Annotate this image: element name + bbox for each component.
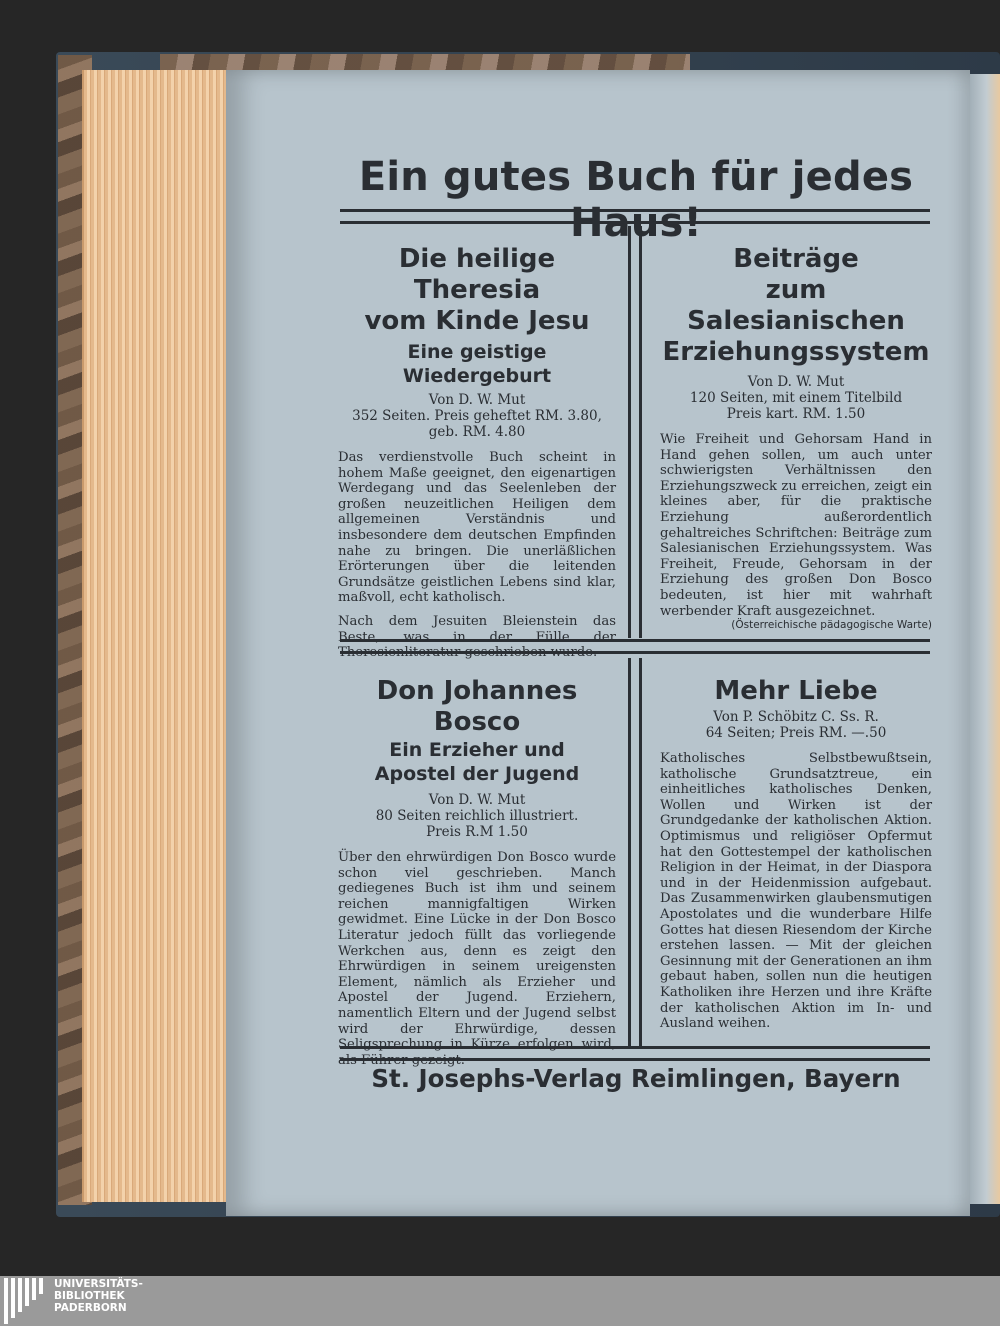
book-title-line: Erziehungssystem — [662, 337, 930, 367]
book-author: Von D. W. Mut — [428, 792, 526, 808]
book-subtitle-line: Apostel der Jugend — [374, 763, 580, 785]
facing-page-edge — [966, 74, 1000, 1204]
book-beitraege — [660, 244, 932, 631]
column-divider-bottom — [628, 658, 642, 1046]
book-mehr-liebe — [660, 676, 932, 1032]
library-footer — [0, 1276, 1000, 1326]
book-description: Das verdienstvolle Buch scheint in hohem Maße geeignet, den eigenartigen Werdegang und das Seelenleben der großen neuzeitlichen Heiligen dem allgemeinen Verständnis und insbesondere dem deutschen Empfinden nahe zu bringen. Die unerläßlichen Erörterungen über die leitenden Grundsätze geistlichen Lebens sind klar, maßvoll, echt katholisch. — [338, 450, 616, 606]
library-logo-icon — [4, 1278, 48, 1324]
book-meta: 80 Seiten reichlich illustriert. — [375, 808, 579, 824]
library-name-line: UNIVERSITÄTS- — [54, 1278, 143, 1290]
book-meta: Preis R.M 1.50 — [426, 824, 528, 840]
book-subtitle-line: Ein Erzieher und — [389, 739, 565, 761]
book-title-line: zum Salesianischen — [687, 275, 905, 336]
book-description: Katholisches Selbstbewußtsein, katholische Grundsatztreue, ein einheitliches katholisches Denken, Wollen und Wirken ist der Grundgedanke der katholischen Aktion. Optimismus und religiöser Opfermut hat den Gottestempel der katholischen Religion in der Heimat, in der Diaspora und in der Heidenmission aufgebaut. Das Zusammenwirken glaubensmutigen Apostolates und die wunderbare Hilfe Gottes hat diesen Riesendom der Kirche erstehen lassen. — Mit der gleichen Gesinnung mit der Generationen an ihm gebaut haben, sollen nun die heutigen Katholiken ihre Herzen und ihre Kräfte der katholischen Aktion im In- und Ausland weihen. — [660, 751, 932, 1032]
book-title-line: Mehr Liebe — [714, 676, 878, 706]
book-author: Von P. Schöbitz C. Ss. R. — [713, 709, 879, 725]
book-description: Über den ehrwürdigen Don Bosco wurde schon viel geschrieben. Manch gediegenes Buch ist ihm und seinem reichen mannigfaltigen Wirken gewidmet. Eine Lücke in der Don Bosco Literatur jedoch füllt das vorliegende Werkchen aus, denn es zeigt den Ehrwürdigen in seinem ureigensten Element, nämlich als Erzieher und Apostel der Jugend. Erziehern, namentlich Eltern und der Jugend selbst wird der Ehrwürdige, dessen Seligsprechung in Kürze erfolgen wird, als Führer gezeigt. — [338, 850, 616, 1068]
book-meta: 64 Seiten; Preis RM. —.50 — [705, 725, 887, 741]
library-name — [54, 1278, 143, 1314]
publisher-line: St. Josephs-Verlag Reimlingen, Bayern — [371, 1064, 901, 1093]
library-name-line: PADERBORN — [54, 1302, 127, 1314]
page-headline: Ein gutes Buch für jedes Haus! — [358, 154, 914, 246]
book-meta: geb. RM. 4.80 — [428, 424, 526, 440]
library-name-line: BIBLIOTHEK — [54, 1290, 125, 1302]
headline-rule — [340, 209, 930, 224]
book-bosco — [338, 676, 616, 1068]
book-author: Von D. W. Mut — [428, 392, 526, 408]
book-meta: Preis kart. RM. 1.50 — [726, 406, 866, 422]
book-meta: 120 Seiten, mit einem Titelbild — [689, 390, 903, 406]
book-title-line: Die heilige Theresia — [398, 244, 556, 305]
book-theresia — [338, 244, 616, 661]
book-meta: 352 Seiten. Preis geheftet RM. 3.80, — [352, 408, 602, 424]
book-title-line: Beiträge — [733, 244, 859, 274]
book-review: Nach dem Jesuiten Bleienstein das Beste, was in der Fülle der Theresienliteratur geschrieben wurde. — [338, 613, 616, 661]
column-divider-top — [628, 226, 642, 638]
book-subtitle: Eine geistige Wiedergeburt — [402, 341, 552, 387]
book-description: Wie Freiheit und Gehorsam Hand in Hand gehen sollen, um auch unter schwierigsten Verhältnissen den Erziehungszweck zu erreichen, zeigt ein kleines aber, für die praktische Erziehung außerordentlich gehaltreiches Schriftchen: Beiträge zum Salesianischen Erziehungssystem. Was Freiheit, Freude, Gehorsam in der Erziehung des großen Don Bosco bedeuten, ist hier mit wahrhaft werbender Kraft ausgezeichnet. — [660, 432, 932, 619]
review-source: (Österreichische pädagogische Warte) — [731, 619, 932, 632]
advertisement — [338, 150, 934, 1110]
book-title-line: Don Johannes Bosco — [376, 676, 578, 737]
page-stack-edge — [82, 70, 236, 1202]
book-author: Von D. W. Mut — [747, 374, 845, 390]
book-title-line: vom Kinde Jesu — [364, 306, 590, 336]
